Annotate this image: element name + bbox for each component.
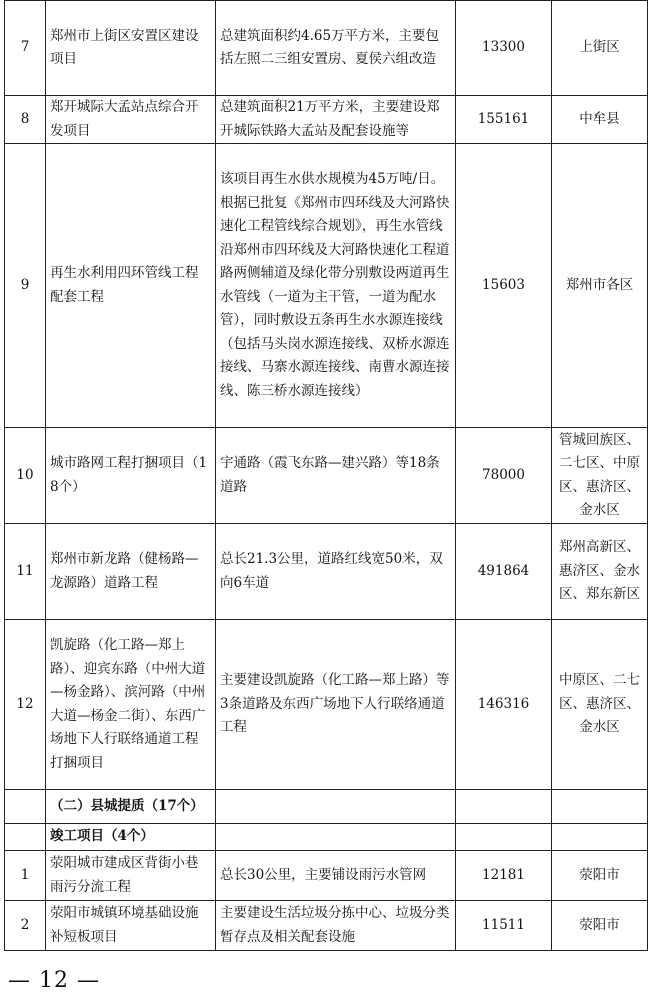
table-row <box>5 1 648 96</box>
project-name: 荥阳市城镇环境基础设施补短板项目 <box>46 901 216 951</box>
investment-amount: 146316 <box>456 620 552 790</box>
row-number: 12 <box>5 620 46 790</box>
row-number: 11 <box>5 524 46 620</box>
row-number: 1 <box>5 851 46 901</box>
investment-amount: 78000 <box>456 428 552 524</box>
investment-amount: 11511 <box>456 901 552 951</box>
investment-amount: 155161 <box>456 96 552 144</box>
project-name: 凯旋路（化工路—郑上路）、迎宾东路（中州大道—杨金路）、滨河路（中州大道—杨金二街）、东西广场地下人行联络通道工程打捆项目 <box>46 620 216 790</box>
project-location: 郑州市各区 <box>552 144 648 428</box>
subsection-title: 竣工项目（4个） <box>46 824 216 851</box>
investment-amount: 491864 <box>456 524 552 620</box>
page-number: — 12 — <box>8 968 100 993</box>
table-row <box>5 620 648 790</box>
table-row <box>5 901 648 951</box>
investment-amount: 13300 <box>456 1 552 96</box>
section-row <box>5 790 648 824</box>
project-description: 宇通路（霞飞东路—建兴路）等18条道路 <box>216 428 456 524</box>
project-name: 城市路网工程打捆项目（18个） <box>46 428 216 524</box>
row-number: 7 <box>5 1 46 96</box>
table-row <box>5 851 648 901</box>
table-row <box>5 144 648 428</box>
project-location: 中原区、二七区、惠济区、金水区 <box>552 620 648 790</box>
project-name: 郑开城际大孟站点综合开发项目 <box>46 96 216 144</box>
project-location: 中牟县 <box>552 96 648 144</box>
project-location: 管城回族区、二七区、中原区、惠济区、金水区 <box>552 428 648 524</box>
project-table <box>4 0 648 951</box>
row-number: 8 <box>5 96 46 144</box>
project-description: 主要建设生活垃圾分拣中心、垃圾分类暂存点及相关配套设施 <box>216 901 456 951</box>
table-row <box>5 524 648 620</box>
project-description: 总建筑面积21万平方米，主要建设郑开城际铁路大孟站及配套设施等 <box>216 96 456 144</box>
project-description: 总建筑面积约4.65万平方米，主要包括左照二三组安置房、夏侯六组改造 <box>216 1 456 96</box>
row-number: 2 <box>5 901 46 951</box>
table-row <box>5 96 648 144</box>
section-title: （二）县城提质（17个） <box>46 790 216 824</box>
project-name: 荥阳城市建成区背街小巷雨污分流工程 <box>46 851 216 901</box>
project-description: 总长30公里，主要铺设雨污水管网 <box>216 851 456 901</box>
project-location: 上街区 <box>552 1 648 96</box>
project-location: 郑州高新区、惠济区、金水区、郑东新区 <box>552 524 648 620</box>
investment-amount: 15603 <box>456 144 552 428</box>
project-description: 该项目再生水供水规模为45万吨/日。根据已批复《郑州市四环线及大河路快速化工程管线综合规划》，再生水管线沿郑州市四环线及大河路快速化工程道路两侧辅道及绿化带分别敷设两道再生水管线（一道为主干管，一道为配水管），同时敷设五条再生水水源连接线（包括马头岗水源连接线、双桥水源连接线、马寨水源连接线、南曹水源连接线、陈三桥水源连接线） <box>216 144 456 428</box>
project-description: 主要建设凯旋路（化工路—郑上路）等3条道路及东西广场地下人行联络通道工程 <box>216 620 456 790</box>
row-number: 10 <box>5 428 46 524</box>
project-location: 荥阳市 <box>552 851 648 901</box>
subsection-row <box>5 824 648 851</box>
investment-amount: 12181 <box>456 851 552 901</box>
row-number: 9 <box>5 144 46 428</box>
project-description: 总长21.3公里，道路红线宽50米，双向6车道 <box>216 524 456 620</box>
project-name: 郑州市上街区安置区建设项目 <box>46 1 216 96</box>
project-location: 荥阳市 <box>552 901 648 951</box>
table-row <box>5 428 648 524</box>
project-name: 再生水利用四环管线工程配套工程 <box>46 144 216 428</box>
project-name: 郑州市新龙路（健杨路—龙源路）道路工程 <box>46 524 216 620</box>
